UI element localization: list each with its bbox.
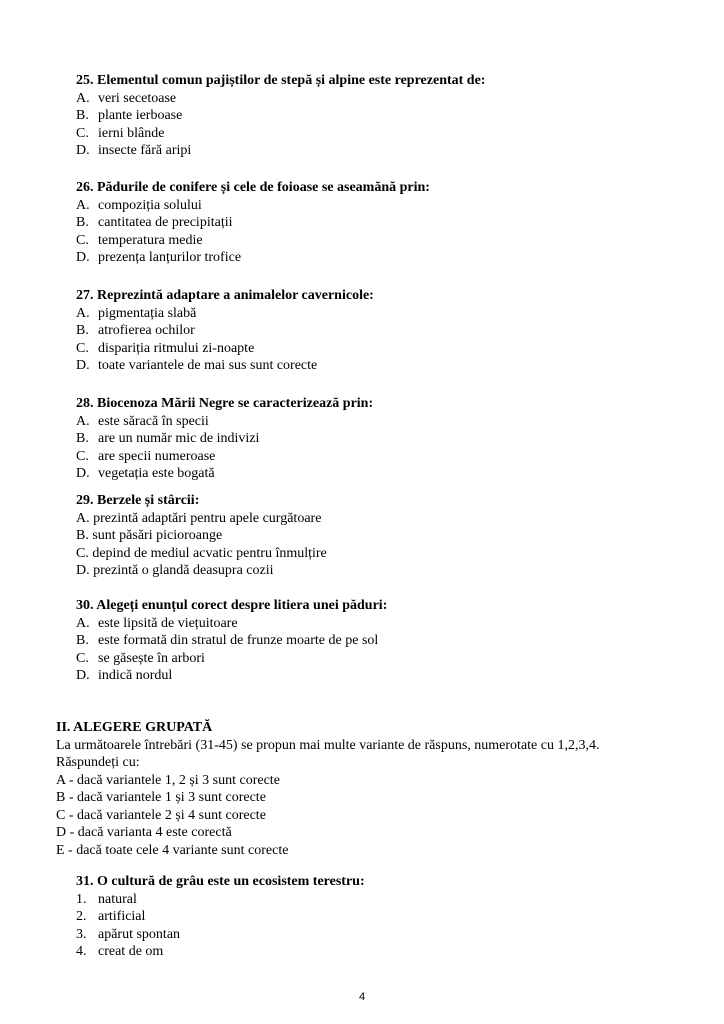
option-a: A. veri secetoase — [76, 90, 177, 106]
option-1: 1. natural — [76, 891, 137, 907]
page-number: 4 — [358, 991, 366, 1003]
option-a: A. pigmentația slabă — [76, 305, 197, 321]
option-a: A. compoziția solului — [76, 197, 202, 213]
option-c: C. depind de mediul acvatic pentru înmulțire — [76, 545, 327, 561]
option-4: 4. creat de om — [76, 944, 164, 959]
instruction-line: D - dacă varianta 4 este corectă — [56, 825, 232, 840]
instruction-line: A - dacă variantele 1, 2 și 3 sunt corecte — [56, 772, 280, 788]
instruction-line: E - dacă toate cele 4 variante sunt corecte — [56, 842, 289, 858]
section-2-instructions — [56, 719, 706, 859]
question-26 — [76, 179, 696, 267]
question-title: 28. Biocenoza Mării Negre se caracterizează prin: — [76, 396, 374, 411]
question-28 — [76, 395, 696, 483]
option-d: D. vegetația este bogată — [76, 466, 215, 481]
option-c: C. se găsește în arbori — [76, 650, 205, 666]
question-25 — [76, 72, 696, 160]
option-b: B. cantitatea de precipitații — [76, 215, 233, 230]
option-c: C. temperatura medie — [76, 232, 203, 248]
option-a: A. prezintă adaptări pentru apele curgătoare — [76, 510, 322, 526]
question-29 — [76, 492, 696, 580]
option-3: 3. apărut spontan — [76, 926, 181, 942]
instruction-line: B - dacă variantele 1 și 3 sunt corecte — [56, 790, 266, 805]
section-title: II. ALEGERE GRUPATĂ — [56, 720, 213, 735]
option-d: D. insecte fără aripi — [76, 143, 192, 158]
option-a: A. este săracă în specii — [76, 413, 209, 429]
option-b: B. este formată din stratul de frunze moarte de pe sol — [76, 633, 379, 648]
instruction-line: La următoarele întrebări (31-45) se propun mai multe variante de răspuns, numerotate cu 1,2,3,4. — [56, 737, 600, 753]
option-d: D. prezintă o glandă deasupra cozii — [76, 563, 274, 578]
question-30 — [76, 597, 696, 685]
question-title: 30. Alegeți enunțul corect despre litiera unei păduri: — [76, 598, 388, 613]
question-title: 25. Elementul comun pajiștilor de stepă și alpine este reprezentat de: — [76, 73, 486, 88]
option-b: B. plante ierboase — [76, 108, 183, 123]
option-2: 2. artificial — [76, 909, 146, 924]
question-title: 27. Reprezintă adaptare a animalelor cavernicole: — [76, 288, 374, 303]
option-b: B. atrofierea ochilor — [76, 323, 195, 338]
option-d: D. toate variantele de mai sus sunt corecte — [76, 358, 318, 373]
option-b: B. are un număr mic de indivizi — [76, 431, 260, 446]
option-c: C. ierni blânde — [76, 125, 165, 141]
option-c: C. dispariția ritmului zi-noapte — [76, 340, 255, 356]
option-c: C. are specii numeroase — [76, 448, 216, 464]
instruction-line: C - dacă variantele 2 și 4 sunt corecte — [56, 807, 266, 823]
question-31 — [76, 873, 696, 961]
question-title: 26. Pădurile de conifere și cele de foioase se aseamănă prin: — [76, 180, 430, 195]
option-b: B. sunt păsări picioroange — [76, 528, 223, 543]
option-d: D. indică nordul — [76, 668, 173, 683]
question-title: 29. Berzele și stârcii: — [76, 493, 200, 508]
question-27 — [76, 287, 696, 375]
instruction-line: Răspundeți cu: — [56, 755, 140, 770]
question-title: 31. O cultură de grâu este un ecosistem terestru: — [76, 874, 365, 889]
option-a: A. este lipsită de viețuitoare — [76, 615, 238, 631]
option-d: D. prezența lanțurilor trofice — [76, 250, 242, 265]
